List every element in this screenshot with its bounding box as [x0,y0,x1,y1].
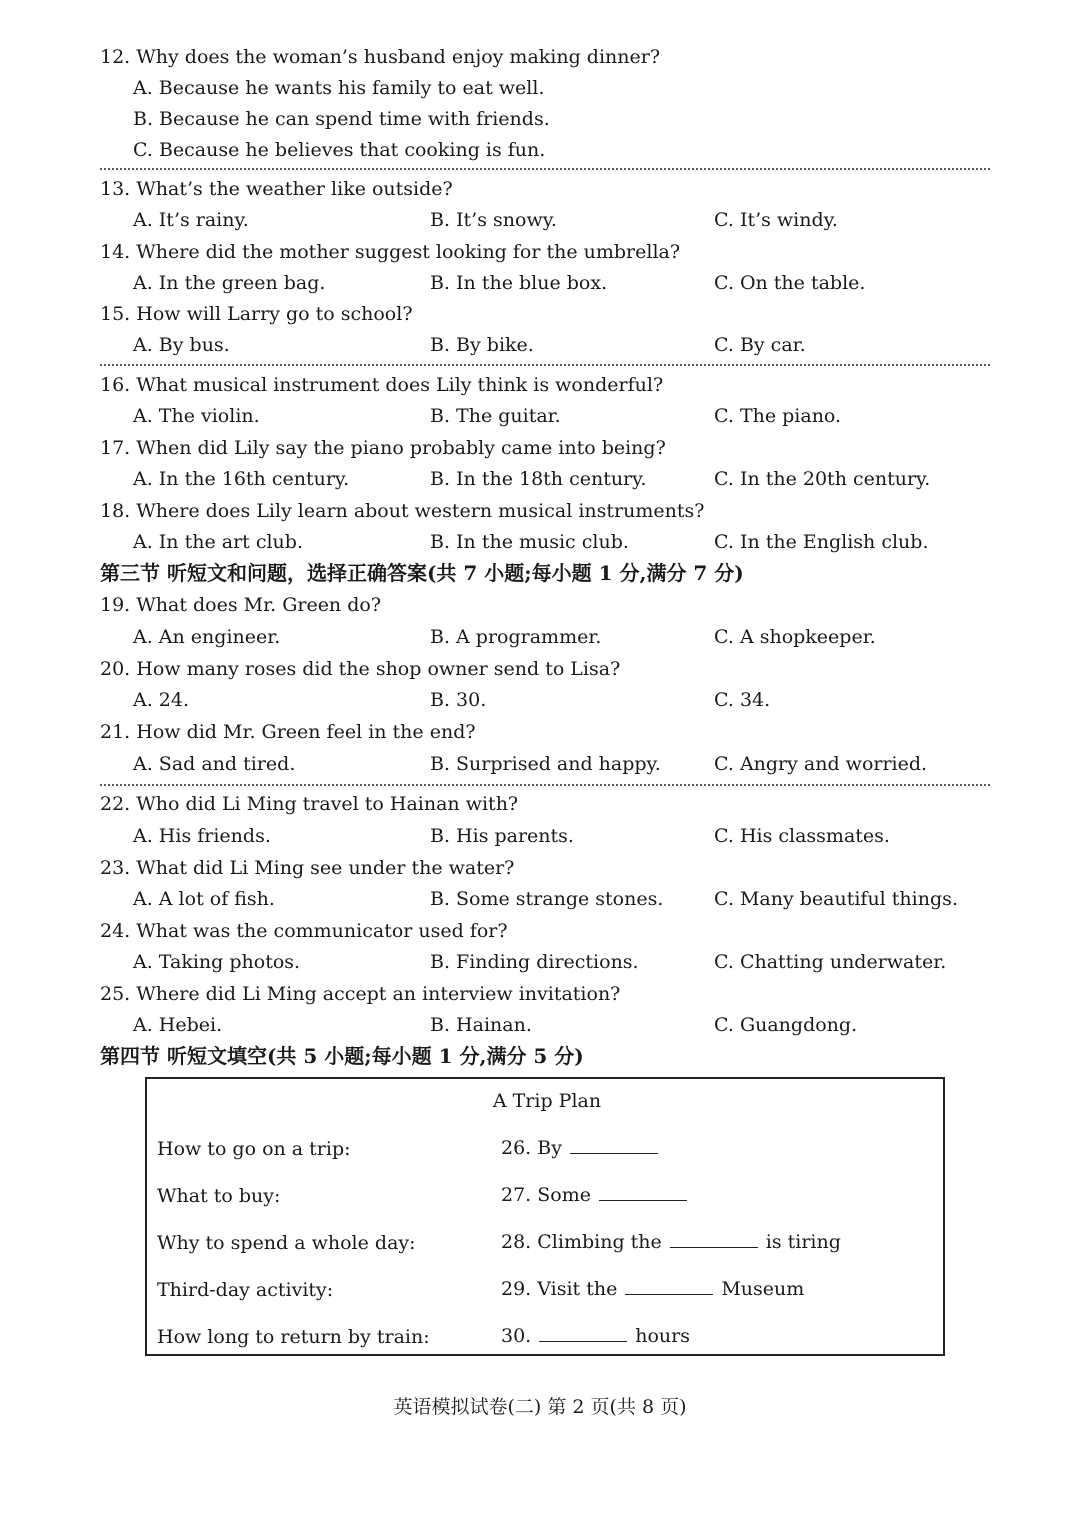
divider [100,784,990,786]
option-16a: A. The violin. [133,405,260,427]
answer-prefix: 28. Climbing the [501,1231,662,1253]
question-13: 13. What’s the weather like outside? [100,178,453,200]
option-20a: A. 24. [133,689,190,711]
question-24: 24. What was the communicator used for? [100,920,508,942]
option-24b: B. Finding directions. [430,951,639,973]
question-16: 16. What musical instrument does Lily think is wonderful? [100,374,664,396]
answer-suffix: Museum [721,1278,805,1300]
question-14: 14. Where did the mother suggest looking for the umbrella? [100,241,681,263]
row-answer-26 [501,1135,666,1160]
answer-blank-28[interactable] [670,1229,758,1248]
answer-suffix: is tiring [765,1231,841,1253]
option-18b: B. In the music club. [430,531,629,553]
option-16c: C. The piano. [714,405,842,427]
option-14c: C. On the table. [714,272,866,294]
option-23b: B. Some strange stones. [430,888,664,910]
question-15: 15. How will Larry go to school? [100,303,413,325]
option-19a: A. An engineer. [133,626,281,648]
option-15c: C. By car. [714,334,806,356]
divider [100,168,990,170]
option-22c: C. His classmates. [714,825,890,847]
option-15b: B. By bike. [430,334,534,356]
row-answer-28 [501,1229,841,1254]
question-21: 21. How did Mr. Green feel in the end? [100,721,476,743]
page-footer: 英语模拟试卷(二) 第 2 页(共 8 页) [393,1396,687,1418]
answer-blank-27[interactable] [599,1182,687,1201]
row-answer-27 [501,1182,695,1207]
question-19: 19. What does Mr. Green do? [100,594,382,616]
option-23a: A. A lot of fish. [133,888,275,910]
option-23c: C. Many beautiful things. [714,888,958,910]
row-label-28: Why to spend a whole day: [157,1232,416,1254]
option-15a: A. By bus. [133,334,230,356]
option-25a: A. Hebei. [133,1014,223,1036]
option-18a: A. In the art club. [133,531,303,553]
answer-blank-29[interactable] [625,1276,713,1295]
option-25c: C. Guangdong. [714,1014,858,1036]
divider [100,364,990,366]
trip-plan-table [145,1077,945,1356]
answer-prefix: 27. Some [501,1184,591,1206]
question-18: 18. Where does Lily learn about western musical instruments? [100,500,705,522]
option-19c: C. A shopkeeper. [714,626,876,648]
option-16b: B. The guitar. [430,405,561,427]
option-24c: C. Chatting underwater. [714,951,947,973]
option-17c: C. In the 20th century. [714,468,931,490]
table-title: A Trip Plan [492,1090,602,1112]
option-12a: A. Because he wants his family to eat well. [133,77,545,99]
option-14b: B. In the blue box. [430,272,608,294]
question-23: 23. What did Li Ming see under the water? [100,857,515,879]
answer-blank-26[interactable] [570,1135,658,1154]
option-12b: B. Because he can spend time with friends. [133,108,550,130]
option-18c: C. In the English club. [714,531,929,553]
question-22: 22. Who did Li Ming travel to Hainan with? [100,793,519,815]
option-14a: A. In the green bag. [133,272,326,294]
answer-prefix: 26. By [501,1137,562,1159]
section-3-heading: 第三节 听短文和问题，选择正确答案(共 7 小题;每小题 1 分,满分 7 分) [100,561,744,585]
option-21b: B. Surprised and happy. [430,753,661,775]
option-22b: B. His parents. [430,825,574,847]
answer-blank-30[interactable] [539,1323,627,1342]
question-17: 17. When did Lily say the piano probably came into being? [100,437,666,459]
section-4-heading: 第四节 听短文填空(共 5 小题;每小题 1 分,满分 5 分) [100,1044,584,1068]
question-25: 25. Where did Li Ming accept an interview invitation? [100,983,621,1005]
row-label-27: What to buy: [157,1185,281,1207]
option-21c: C. Angry and worried. [714,753,928,775]
answer-suffix: hours [635,1325,690,1347]
question-20: 20. How many roses did the shop owner send to Lisa? [100,658,621,680]
option-25b: B. Hainan. [430,1014,532,1036]
option-21a: A. Sad and tired. [133,753,296,775]
option-12c: C. Because he believes that cooking is fun. [133,139,546,161]
row-label-26: How to go on a trip: [157,1138,351,1160]
option-19b: B. A programmer. [430,626,602,648]
option-22a: A. His friends. [133,825,271,847]
row-label-30: How long to return by train: [157,1326,430,1348]
answer-prefix: 30. [501,1325,532,1347]
option-20b: B. 30. [430,689,487,711]
question-12: 12. Why does the woman’s husband enjoy making dinner? [100,46,661,68]
row-label-29: Third-day activity: [157,1279,334,1301]
option-20c: C. 34. [714,689,771,711]
option-13c: C. It’s windy. [714,209,838,231]
option-24a: A. Taking photos. [133,951,301,973]
row-answer-30 [501,1323,690,1348]
answer-prefix: 29. Visit the [501,1278,618,1300]
option-17b: B. In the 18th century. [430,468,647,490]
row-answer-29 [501,1276,804,1301]
option-13a: A. It’s rainy. [133,209,249,231]
option-17a: A. In the 16th century. [133,468,350,490]
option-13b: B. It’s snowy. [430,209,557,231]
